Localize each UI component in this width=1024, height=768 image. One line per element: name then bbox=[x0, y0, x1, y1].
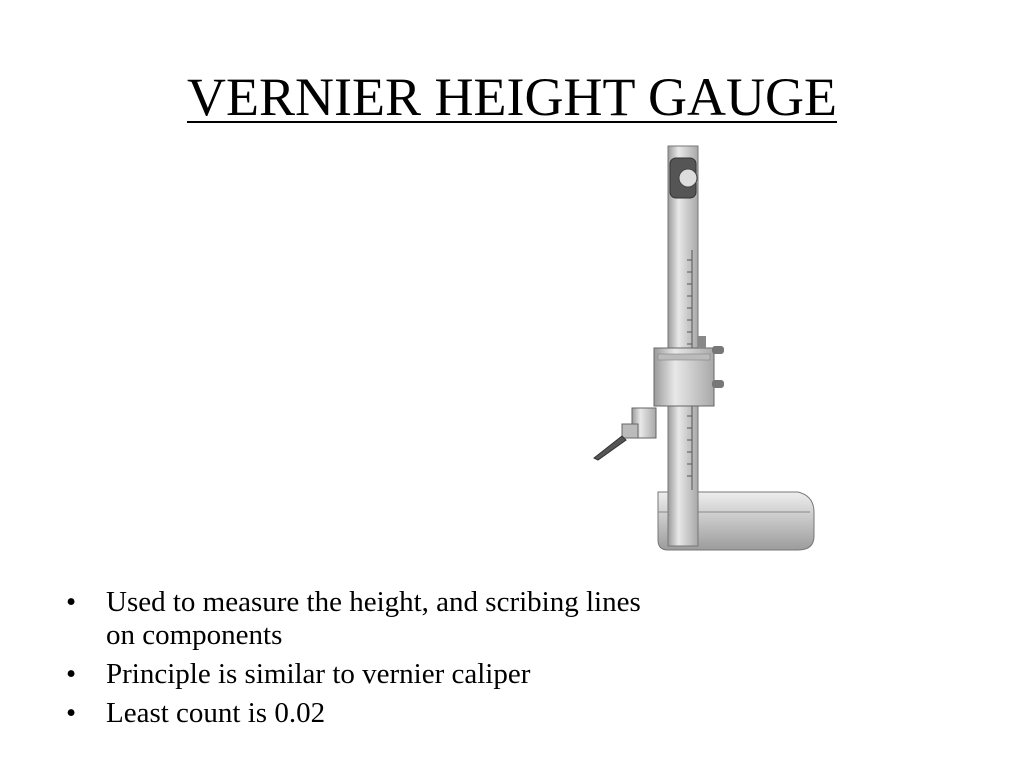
bullet-item bbox=[62, 586, 822, 652]
bullet-text-line: Principle is similar to vernier caliper bbox=[106, 658, 531, 690]
bullet-glyph: • bbox=[66, 658, 77, 690]
height-gauge-image bbox=[588, 140, 818, 560]
bullet-list bbox=[62, 586, 822, 736]
height-gauge-illustration bbox=[588, 140, 818, 560]
bullet-glyph: • bbox=[66, 586, 77, 618]
bullet-item bbox=[62, 658, 822, 691]
slide-title: VERNIER HEIGHT GAUGE bbox=[187, 67, 837, 127]
bullet-glyph: • bbox=[66, 697, 77, 729]
bullet-item bbox=[62, 697, 822, 730]
bullet-text-line: on components bbox=[106, 619, 283, 651]
bullet-text-line: Used to measure the height, and scribing lines bbox=[106, 586, 641, 618]
bullet-text-line: Least count is 0.02 bbox=[106, 697, 326, 729]
